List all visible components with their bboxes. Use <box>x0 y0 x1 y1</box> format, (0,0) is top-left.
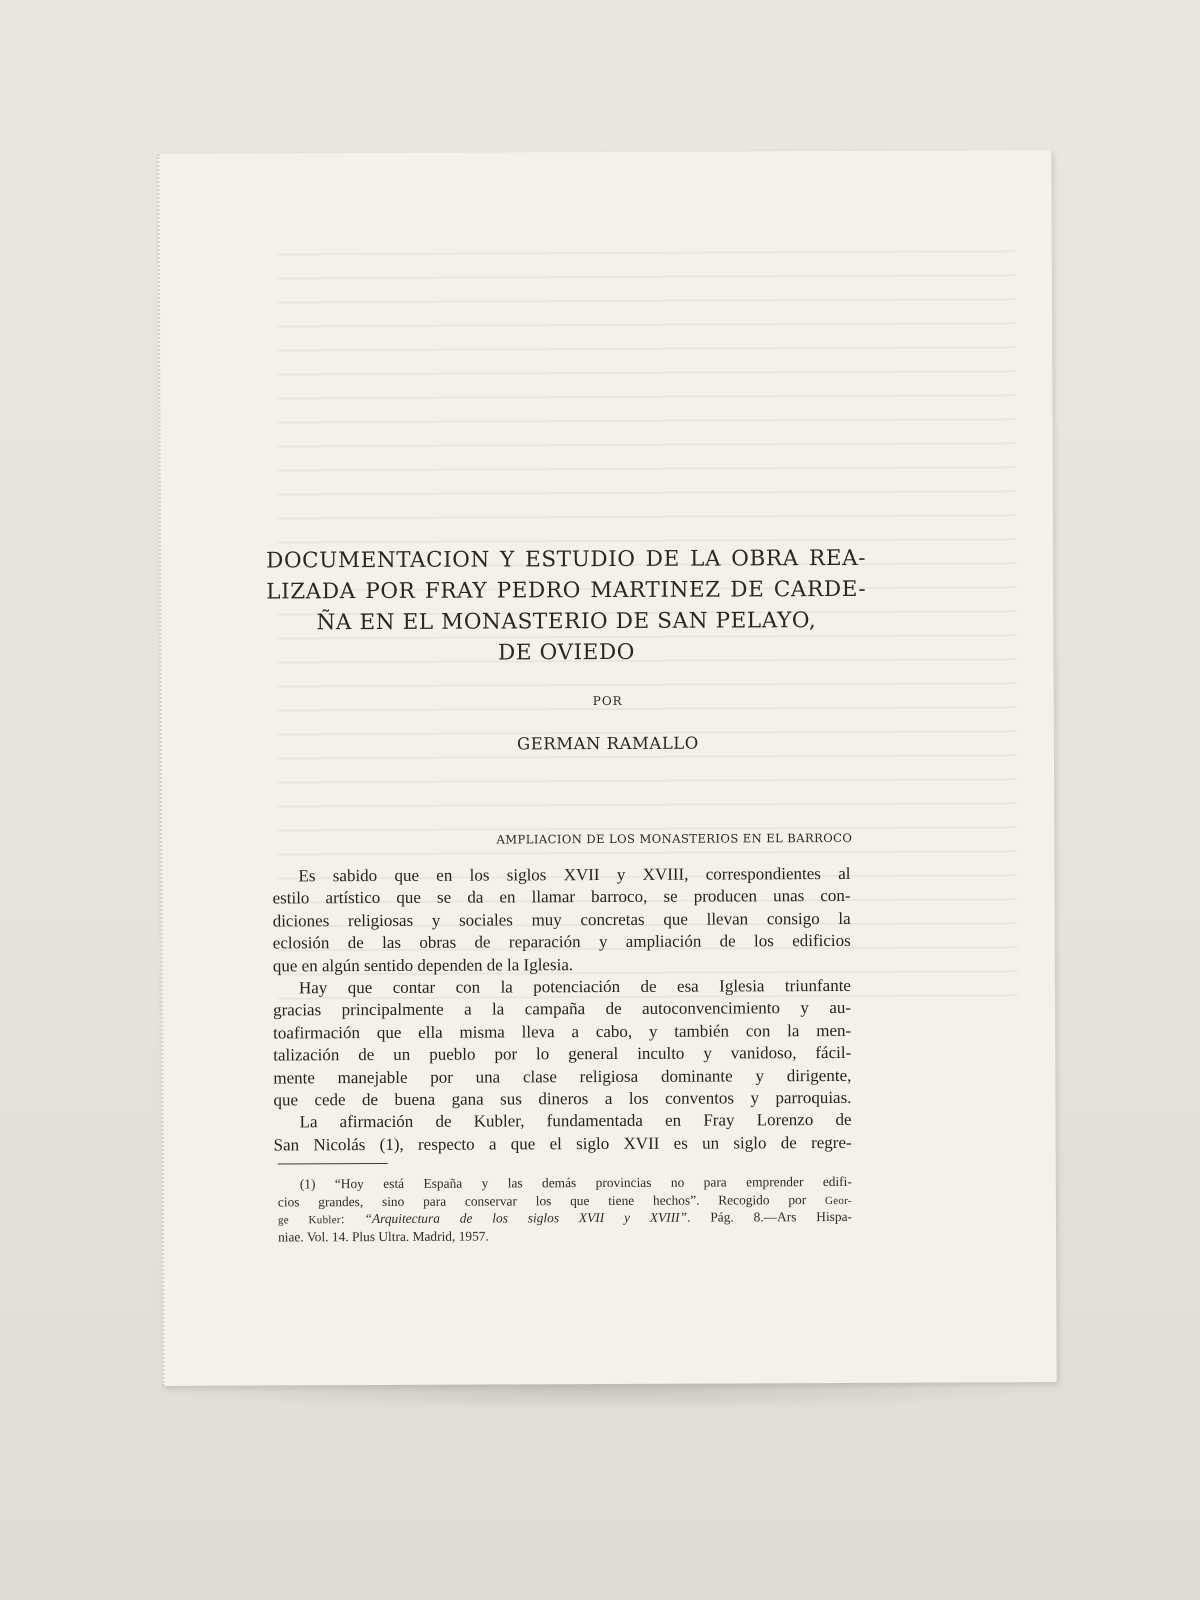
body-line: Hay que contar con la potenciación de esa Iglesia triunfante <box>298 975 851 998</box>
body-line: talización de un pueblo por lo general inculto y vanidoso, fácil- <box>273 1043 852 1065</box>
footnote <box>278 1173 852 1246</box>
footnote-line <box>278 1208 852 1228</box>
by-label: POR <box>592 693 623 709</box>
body-line: mente manejable por una clase religiosa dominante y dirigente, <box>273 1065 852 1087</box>
article-title <box>266 543 867 670</box>
body-line: estilo artístico que se da en llamar barroco, se producen unas con- <box>272 886 851 908</box>
footnote-text: . Pág. 8.—Ars Hispa- <box>687 1209 852 1225</box>
title-line: LIZADA POR FRAY PEDRO MARTINEZ DE CARDE- <box>266 576 867 605</box>
body-line: eclosión de las obras de reparación y ampliación de los edificios <box>272 931 851 953</box>
footnote-book-title: “Arquitectura de los siglos XVII y XVIII” <box>364 1209 688 1227</box>
footnote-rule <box>278 1163 388 1164</box>
footnote-text: cios grandes, sino para conservar los que tiene hechos”. Recogido por <box>277 1191 825 1210</box>
body-line: que en algún sentido dependen de la Iglesia. <box>272 954 574 976</box>
footnote-author-small-caps: Geor- <box>824 1194 852 1207</box>
body-line: toafirmación que ella misma lleva a cabo, y también con la men- <box>273 1020 852 1043</box>
title-line: DOCUMENTACION Y ESTUDIO DE LA OBRA REA- <box>266 545 867 574</box>
offprint-page <box>157 150 1056 1386</box>
title-line: DE OVIEDO <box>497 639 636 666</box>
body-line: Es sabido que en los siglos XVII y XVIII, correspondientes al <box>298 863 851 886</box>
author-name: GERMAN RAMALLO <box>516 733 699 754</box>
footnote-author-small-caps: ge Kubler <box>277 1214 341 1227</box>
section-heading: AMPLIACION DE LOS MONASTERIOS EN EL BARROCO <box>496 830 853 847</box>
body-line: gracias principalmente a la campaña de autoconvencimiento y au- <box>273 998 852 1020</box>
body-line: San Nicolás (1), respecto a que el siglo XVII es un siglo de regre- <box>273 1132 852 1155</box>
body-line: que cede de buena gana sus dineros a los conventos y parroquias. <box>273 1087 852 1110</box>
footnote-line: niae. Vol. 14. Plus Ultra. Madrid, 1957. <box>278 1228 489 1245</box>
footnote-text: : <box>340 1211 365 1227</box>
body-line: La afirmación de Kubler, fundamentada en Fray Lorenzo de <box>299 1110 852 1132</box>
body-text <box>272 863 851 1157</box>
footnote-line: (1) “Hoy está España y las demás provincias no para emprender edifi- <box>299 1173 852 1192</box>
body-line: diciones religiosas y sociales muy concretas que llevan consigo la <box>272 908 851 931</box>
title-line: ÑA EN EL MONASTERIO DE SAN PELAYO, <box>316 608 817 636</box>
